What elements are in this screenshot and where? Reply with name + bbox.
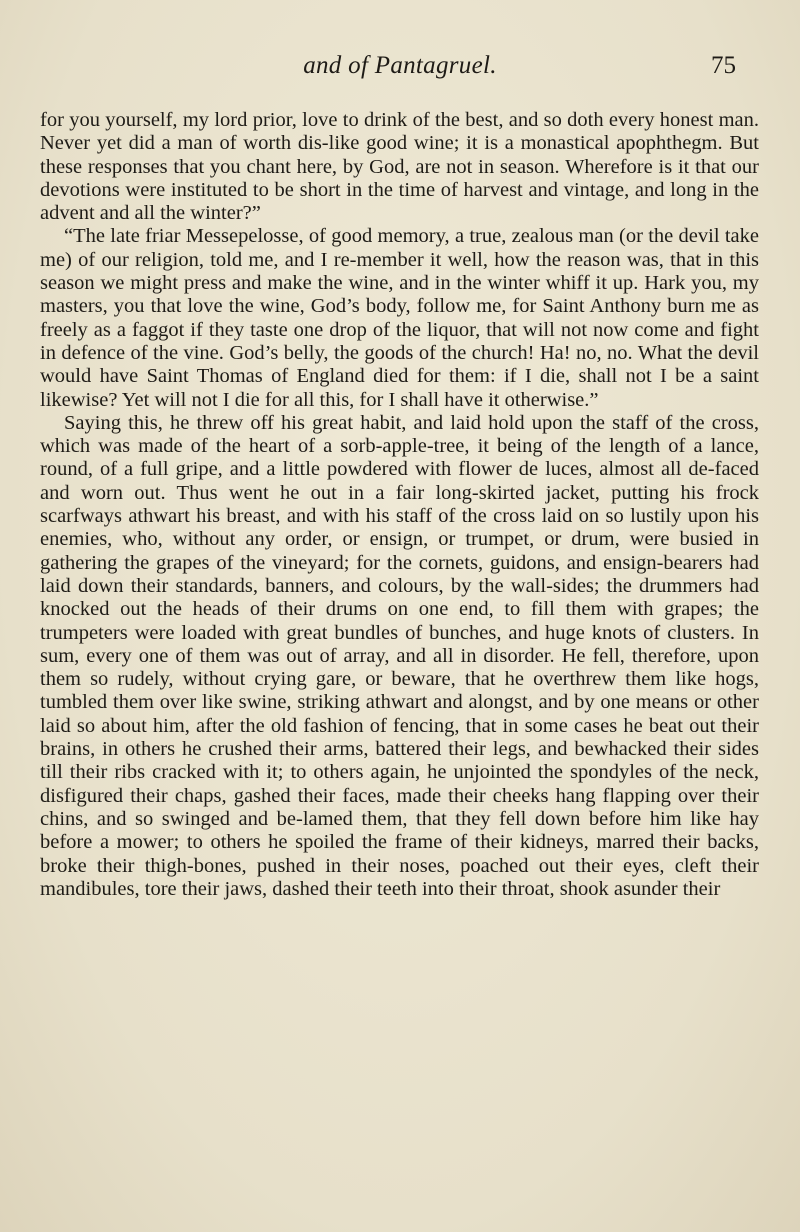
paragraph-1: for you yourself, my lord prior, love to drink of the best, and so doth every honest man. Never yet did a man of worth dis-like good wine; it is a monastical apophthegm. But these responses that you chant here, by God, are not in season. Wherefore is it that our devotions were instituted to be short in the time of harvest and vintage, and long in the advent and all the winter?” — [40, 109, 759, 225]
paragraph-2: “The late friar Messepelosse, of good memory, a true, zealous man (or the devil take me) of our religion, told me, and I re-member it well, how the reason was, that in this season we might press and make the wine, and in the winter whiff it up. Hark you, my masters, you that love the wine, God’s body, follow me, for Saint Anthony burn me as freely as a faggot if they taste one drop of the liquor, that will not now come and fight in defence of the vine. God’s belly, the goods of the church! Ha! no, no. What the devil would have Saint Thomas of England died for them: if I die, shall not I be a saint likewise? Yet will not I die for all this, for I shall have it otherwise.” — [40, 225, 759, 411]
page-header — [0, 52, 800, 86]
page-number: 75 — [711, 52, 736, 79]
body-text — [40, 109, 759, 901]
paragraph-3: Saying this, he threw off his great habit, and laid hold upon the staff of the cross, which was made of the heart of a sorb-apple-tree, it being of the length of a lance, round, of a full gripe, and a little powdered with flower de luces, almost all de-faced and worn out. Thus went he out in a fair long-skirted jacket, putting his frock scarfways athwart his breast, and with his staff of the cross laid on so lustily upon his enemies, who, without any order, or ensign, or trumpet, or drum, were busied in gathering the grapes of the vineyard; for the cornets, guidons, and ensign-bearers had laid down their standards, banners, and colours, by the wall-sides; the drummers had knocked out the heads of their drums on one end, to fill them with grapes; the trumpeters were loaded with great bundles of bunches, and huge knots of clusters. In sum, every one of them was out of array, and all in disorder. He fell, therefore, upon them so rudely, without crying gare, or beware, that he overthrew them like hogs, tumbled them over like swine, striking athwart and alongst, and by one means or other laid so about him, after the old fashion of fencing, that in some cases he beat out their brains, in others he crushed their arms, battered their legs, and bewhacked their sides till their ribs cracked with it; to others again, he unjointed the spondyles of the neck, disfigured their chaps, gashed their faces, made their cheeks hang flapping over their chins, and so swinged and be-lamed them, that they fell down before him like hay before a mower; to others he spoiled the frame of their kidneys, marred their backs, broke their thigh-bones, pushed in their noses, poached out their eyes, cleft their mandibules, tore their jaws, dashed their teeth into their throat, shook asunder their — [40, 411, 759, 900]
running-title: and of Pantagruel. — [303, 52, 497, 79]
